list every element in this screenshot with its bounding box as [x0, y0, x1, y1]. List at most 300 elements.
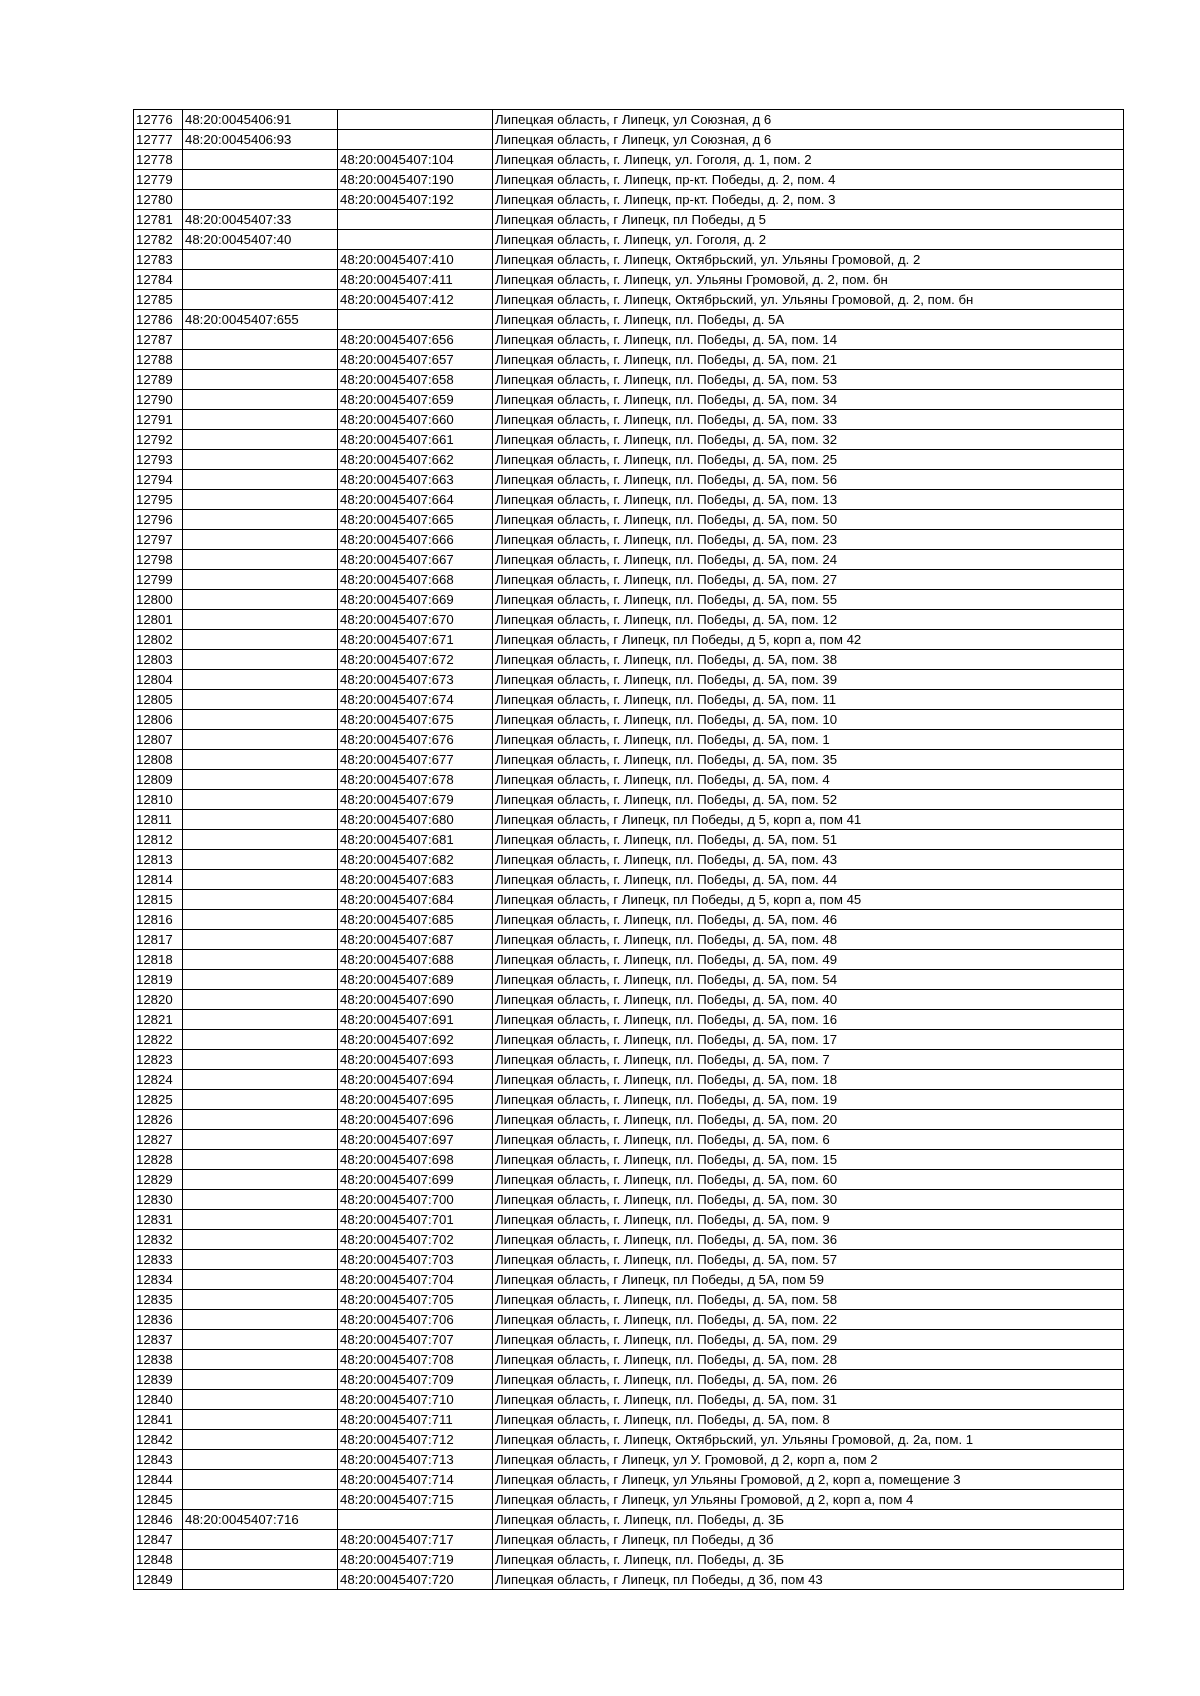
premise-cadastral-cell: 48:20:0045407:690 [338, 990, 493, 1010]
address-cell: Липецкая область, г. Липецк, пл. Победы, д. 5А, пом. 30 [493, 1190, 1124, 1210]
premise-cadastral-cell: 48:20:0045407:662 [338, 450, 493, 470]
premise-cadastral-cell: 48:20:0045407:660 [338, 410, 493, 430]
address-cell: Липецкая область, г. Липецк, пл. Победы, д. 5А, пом. 52 [493, 790, 1124, 810]
table-row [134, 550, 1124, 570]
table-row [134, 270, 1124, 290]
row-number-cell: 12821 [134, 1010, 183, 1030]
parcel-cadastral-cell [183, 730, 338, 750]
address-cell: Липецкая область, г. Липецк, пл. Победы, д. 5А, пом. 29 [493, 1330, 1124, 1350]
parcel-cadastral-cell [183, 850, 338, 870]
row-number-cell: 12843 [134, 1450, 183, 1470]
table-row [134, 470, 1124, 490]
table-row [134, 410, 1124, 430]
parcel-cadastral-cell [183, 590, 338, 610]
premise-cadastral-cell: 48:20:0045407:681 [338, 830, 493, 850]
table-row [134, 710, 1124, 730]
table-row [134, 630, 1124, 650]
address-cell: Липецкая область, г. Липецк, пл. Победы, д. 5А, пом. 54 [493, 970, 1124, 990]
address-cell: Липецкая область, г. Липецк, пл. Победы, д. 5А, пом. 35 [493, 750, 1124, 770]
premise-cadastral-cell: 48:20:0045407:673 [338, 670, 493, 690]
premise-cadastral-cell: 48:20:0045407:684 [338, 890, 493, 910]
parcel-cadastral-cell [183, 1210, 338, 1230]
row-number-cell: 12840 [134, 1390, 183, 1410]
table-row [134, 450, 1124, 470]
table-row [134, 1130, 1124, 1150]
table-row [134, 1510, 1124, 1530]
premise-cadastral-cell: 48:20:0045407:692 [338, 1030, 493, 1050]
address-cell: Липецкая область, г Липецк, пл Победы, д 3б, пом 43 [493, 1570, 1124, 1590]
address-cell: Липецкая область, г. Липецк, пл. Победы, д. 5А, пом. 33 [493, 410, 1124, 430]
premise-cadastral-cell: 48:20:0045407:659 [338, 390, 493, 410]
premise-cadastral-cell: 48:20:0045407:720 [338, 1570, 493, 1590]
table-row [134, 310, 1124, 330]
address-cell: Липецкая область, г. Липецк, пл. Победы, д. 5А, пом. 28 [493, 1350, 1124, 1370]
address-cell: Липецкая область, г. Липецк, пл. Победы, д. 5А, пом. 49 [493, 950, 1124, 970]
row-number-cell: 12799 [134, 570, 183, 590]
row-number-cell: 12782 [134, 230, 183, 250]
table-row [134, 670, 1124, 690]
row-number-cell: 12808 [134, 750, 183, 770]
premise-cadastral-cell: 48:20:0045407:677 [338, 750, 493, 770]
table-row [134, 1030, 1124, 1050]
table-body [134, 110, 1124, 1590]
address-cell: Липецкая область, г. Липецк, Октябрьский, ул. Ульяны Громовой, д. 2, пом. бн [493, 290, 1124, 310]
parcel-cadastral-cell [183, 630, 338, 650]
address-cell: Липецкая область, г. Липецк, пл. Победы, д. 5А, пом. 32 [493, 430, 1124, 450]
parcel-cadastral-cell [183, 170, 338, 190]
table-row [134, 330, 1124, 350]
premise-cadastral-cell [338, 130, 493, 150]
parcel-cadastral-cell [183, 710, 338, 730]
table-row [134, 390, 1124, 410]
address-cell: Липецкая область, г. Липецк, пл. Победы, д. 3Б [493, 1550, 1124, 1570]
parcel-cadastral-cell [183, 370, 338, 390]
parcel-cadastral-cell [183, 790, 338, 810]
parcel-cadastral-cell [183, 1470, 338, 1490]
parcel-cadastral-cell [183, 890, 338, 910]
premise-cadastral-cell: 48:20:0045407:670 [338, 610, 493, 630]
row-number-cell: 12787 [134, 330, 183, 350]
premise-cadastral-cell: 48:20:0045407:682 [338, 850, 493, 870]
table-row [134, 490, 1124, 510]
address-cell: Липецкая область, г. Липецк, пл. Победы, д. 5А, пом. 58 [493, 1290, 1124, 1310]
row-number-cell: 12831 [134, 1210, 183, 1230]
premise-cadastral-cell: 48:20:0045407:706 [338, 1310, 493, 1330]
premise-cadastral-cell: 48:20:0045407:714 [338, 1470, 493, 1490]
table-row [134, 1270, 1124, 1290]
address-cell: Липецкая область, г. Липецк, пл. Победы, д. 5А, пом. 40 [493, 990, 1124, 1010]
parcel-cadastral-cell [183, 1090, 338, 1110]
row-number-cell: 12813 [134, 850, 183, 870]
address-cell: Липецкая область, г. Липецк, пл. Победы, д. 5А, пом. 12 [493, 610, 1124, 630]
table-row [134, 1570, 1124, 1590]
premise-cadastral-cell: 48:20:0045407:412 [338, 290, 493, 310]
table-row [134, 350, 1124, 370]
address-cell: Липецкая область, г. Липецк, пл. Победы, д. 5А, пом. 25 [493, 450, 1124, 470]
premise-cadastral-cell: 48:20:0045407:678 [338, 770, 493, 790]
address-cell: Липецкая область, г Липецк, пл Победы, д 5 [493, 210, 1124, 230]
table-row [134, 1290, 1124, 1310]
address-cell: Липецкая область, г. Липецк, пл. Победы, д. 5А, пом. 20 [493, 1110, 1124, 1130]
row-number-cell: 12786 [134, 310, 183, 330]
premise-cadastral-cell: 48:20:0045407:717 [338, 1530, 493, 1550]
address-cell: Липецкая область, г. Липецк, пл. Победы, д. 5А, пом. 55 [493, 590, 1124, 610]
premise-cadastral-cell [338, 1510, 493, 1530]
address-cell: Липецкая область, г. Липецк, пл. Победы, д. 5А, пом. 53 [493, 370, 1124, 390]
table-row [134, 170, 1124, 190]
parcel-cadastral-cell [183, 1130, 338, 1150]
row-number-cell: 12822 [134, 1030, 183, 1050]
address-cell: Липецкая область, г. Липецк, пл. Победы, д. 5А, пом. 1 [493, 730, 1124, 750]
row-number-cell: 12844 [134, 1470, 183, 1490]
table-row [134, 870, 1124, 890]
address-cell: Липецкая область, г. Липецк, пл. Победы, д. 5А, пом. 7 [493, 1050, 1124, 1070]
premise-cadastral-cell: 48:20:0045407:687 [338, 930, 493, 950]
premise-cadastral-cell: 48:20:0045407:192 [338, 190, 493, 210]
parcel-cadastral-cell [183, 410, 338, 430]
table-row [134, 1410, 1124, 1430]
address-cell: Липецкая область, г. Липецк, пл. Победы, д. 5А, пом. 8 [493, 1410, 1124, 1430]
premise-cadastral-cell: 48:20:0045407:697 [338, 1130, 493, 1150]
row-number-cell: 12826 [134, 1110, 183, 1130]
parcel-cadastral-cell [183, 1310, 338, 1330]
table-row [134, 1330, 1124, 1350]
row-number-cell: 12818 [134, 950, 183, 970]
parcel-cadastral-cell [183, 490, 338, 510]
parcel-cadastral-cell: 48:20:0045407:655 [183, 310, 338, 330]
premise-cadastral-cell: 48:20:0045407:656 [338, 330, 493, 350]
address-cell: Липецкая область, г Липецк, ул У. Громовой, д 2, корп а, пом 2 [493, 1450, 1124, 1470]
premise-cadastral-cell: 48:20:0045407:104 [338, 150, 493, 170]
premise-cadastral-cell: 48:20:0045407:679 [338, 790, 493, 810]
parcel-cadastral-cell [183, 530, 338, 550]
row-number-cell: 12838 [134, 1350, 183, 1370]
parcel-cadastral-cell [183, 1570, 338, 1590]
premise-cadastral-cell: 48:20:0045407:708 [338, 1350, 493, 1370]
row-number-cell: 12827 [134, 1130, 183, 1150]
premise-cadastral-cell: 48:20:0045407:713 [338, 1450, 493, 1470]
row-number-cell: 12842 [134, 1430, 183, 1450]
table-row [134, 1390, 1124, 1410]
address-cell: Липецкая область, г. Липецк, пл. Победы, д. 5А, пом. 18 [493, 1070, 1124, 1090]
premise-cadastral-cell: 48:20:0045407:699 [338, 1170, 493, 1190]
address-cell: Липецкая область, г. Липецк, ул. Ульяны Громовой, д. 2, пом. бн [493, 270, 1124, 290]
parcel-cadastral-cell [183, 250, 338, 270]
address-cell: Липецкая область, г. Липецк, пл. Победы, д. 5А, пом. 60 [493, 1170, 1124, 1190]
parcel-cadastral-cell [183, 510, 338, 530]
table-row [134, 1110, 1124, 1130]
premise-cadastral-cell: 48:20:0045407:688 [338, 950, 493, 970]
address-cell: Липецкая область, г. Липецк, пр-кт. Победы, д. 2, пом. 4 [493, 170, 1124, 190]
row-number-cell: 12845 [134, 1490, 183, 1510]
row-number-cell: 12788 [134, 350, 183, 370]
address-cell: Липецкая область, г. Липецк, ул. Гоголя, д. 2 [493, 230, 1124, 250]
parcel-cadastral-cell [183, 1250, 338, 1270]
parcel-cadastral-cell [183, 1150, 338, 1170]
row-number-cell: 12809 [134, 770, 183, 790]
table-row [134, 1470, 1124, 1490]
address-cell: Липецкая область, г. Липецк, пл. Победы, д. 5А, пом. 46 [493, 910, 1124, 930]
premise-cadastral-cell: 48:20:0045407:675 [338, 710, 493, 730]
table-row [134, 770, 1124, 790]
parcel-cadastral-cell [183, 770, 338, 790]
address-cell: Липецкая область, г. Липецк, пл. Победы, д. 5А, пом. 22 [493, 1310, 1124, 1330]
parcel-cadastral-cell [183, 1430, 338, 1450]
row-number-cell: 12812 [134, 830, 183, 850]
row-number-cell: 12836 [134, 1310, 183, 1330]
address-cell: Липецкая область, г. Липецк, пл. Победы, д. 5А, пом. 44 [493, 870, 1124, 890]
address-cell: Липецкая область, г. Липецк, пл. Победы, д. 5А, пом. 21 [493, 350, 1124, 370]
table-row [134, 650, 1124, 670]
table-row [134, 990, 1124, 1010]
table-row [134, 250, 1124, 270]
row-number-cell: 12810 [134, 790, 183, 810]
parcel-cadastral-cell [183, 750, 338, 770]
premise-cadastral-cell: 48:20:0045407:657 [338, 350, 493, 370]
premise-cadastral-cell: 48:20:0045407:664 [338, 490, 493, 510]
row-number-cell: 12798 [134, 550, 183, 570]
row-number-cell: 12833 [134, 1250, 183, 1270]
table-row [134, 810, 1124, 830]
address-cell: Липецкая область, г Липецк, ул Ульяны Громовой, д 2, корп а, пом 4 [493, 1490, 1124, 1510]
parcel-cadastral-cell: 48:20:0045407:33 [183, 210, 338, 230]
parcel-cadastral-cell [183, 1450, 338, 1470]
premise-cadastral-cell: 48:20:0045407:669 [338, 590, 493, 610]
table-row [134, 1050, 1124, 1070]
parcel-cadastral-cell [183, 690, 338, 710]
premise-cadastral-cell: 48:20:0045407:667 [338, 550, 493, 570]
premise-cadastral-cell: 48:20:0045407:668 [338, 570, 493, 590]
address-cell: Липецкая область, г. Липецк, пл. Победы, д. 5А, пом. 48 [493, 930, 1124, 950]
parcel-cadastral-cell [183, 930, 338, 950]
parcel-cadastral-cell: 48:20:0045406:91 [183, 110, 338, 130]
premise-cadastral-cell: 48:20:0045407:704 [338, 1270, 493, 1290]
row-number-cell: 12803 [134, 650, 183, 670]
table-row [134, 1090, 1124, 1110]
address-cell: Липецкая область, г. Липецк, пл. Победы, д. 5А, пом. 38 [493, 650, 1124, 670]
premise-cadastral-cell: 48:20:0045407:689 [338, 970, 493, 990]
parcel-cadastral-cell [183, 390, 338, 410]
premise-cadastral-cell: 48:20:0045407:715 [338, 1490, 493, 1510]
table-row [134, 950, 1124, 970]
table-row [134, 210, 1124, 230]
table-row [134, 1310, 1124, 1330]
row-number-cell: 12815 [134, 890, 183, 910]
table-row [134, 1490, 1124, 1510]
row-number-cell: 12816 [134, 910, 183, 930]
table-row [134, 230, 1124, 250]
parcel-cadastral-cell [183, 1030, 338, 1050]
row-number-cell: 12807 [134, 730, 183, 750]
parcel-cadastral-cell [183, 1490, 338, 1510]
address-cell: Липецкая область, г. Липецк, пл. Победы, д. 5А, пом. 56 [493, 470, 1124, 490]
address-cell: Липецкая область, г Липецк, ул Союзная, д 6 [493, 110, 1124, 130]
premise-cadastral-cell: 48:20:0045407:696 [338, 1110, 493, 1130]
table-row [134, 110, 1124, 130]
table-row [134, 1170, 1124, 1190]
row-number-cell: 12846 [134, 1510, 183, 1530]
row-number-cell: 12819 [134, 970, 183, 990]
address-cell: Липецкая область, г. Липецк, пл. Победы, д. 5А, пом. 17 [493, 1030, 1124, 1050]
row-number-cell: 12779 [134, 170, 183, 190]
address-cell: Липецкая область, г Липецк, пл Победы, д 3б [493, 1530, 1124, 1550]
address-cell: Липецкая область, г. Липецк, пл. Победы, д. 5А, пом. 57 [493, 1250, 1124, 1270]
table-row [134, 1530, 1124, 1550]
row-number-cell: 12785 [134, 290, 183, 310]
address-cell: Липецкая область, г. Липецк, пл. Победы, д. 5А, пом. 26 [493, 1370, 1124, 1390]
table-row [134, 370, 1124, 390]
premise-cadastral-cell: 48:20:0045407:700 [338, 1190, 493, 1210]
table-row [134, 970, 1124, 990]
premise-cadastral-cell: 48:20:0045407:190 [338, 170, 493, 190]
parcel-cadastral-cell [183, 650, 338, 670]
table-row [134, 750, 1124, 770]
table-row [134, 190, 1124, 210]
table-row [134, 1370, 1124, 1390]
table-row [134, 430, 1124, 450]
premise-cadastral-cell: 48:20:0045407:671 [338, 630, 493, 650]
premise-cadastral-cell: 48:20:0045407:707 [338, 1330, 493, 1350]
row-number-cell: 12778 [134, 150, 183, 170]
parcel-cadastral-cell [183, 470, 338, 490]
row-number-cell: 12794 [134, 470, 183, 490]
table-row [134, 690, 1124, 710]
premise-cadastral-cell: 48:20:0045407:694 [338, 1070, 493, 1090]
address-cell: Липецкая область, г. Липецк, пл. Победы, д. 5А, пом. 36 [493, 1230, 1124, 1250]
address-cell: Липецкая область, г Липецк, ул Союзная, д 6 [493, 130, 1124, 150]
parcel-cadastral-cell [183, 450, 338, 470]
address-cell: Липецкая область, г. Липецк, пл. Победы, д. 5А, пом. 39 [493, 670, 1124, 690]
premise-cadastral-cell [338, 310, 493, 330]
row-number-cell: 12817 [134, 930, 183, 950]
parcel-cadastral-cell [183, 1070, 338, 1090]
row-number-cell: 12820 [134, 990, 183, 1010]
row-number-cell: 12834 [134, 1270, 183, 1290]
parcel-cadastral-cell [183, 1270, 338, 1290]
premise-cadastral-cell [338, 110, 493, 130]
row-number-cell: 12791 [134, 410, 183, 430]
premise-cadastral-cell: 48:20:0045407:719 [338, 1550, 493, 1570]
row-number-cell: 12792 [134, 430, 183, 450]
row-number-cell: 12796 [134, 510, 183, 530]
address-cell: Липецкая область, г Липецк, пл Победы, д 5, корп а, пом 42 [493, 630, 1124, 650]
parcel-cadastral-cell [183, 550, 338, 570]
table-row [134, 1350, 1124, 1370]
parcel-cadastral-cell: 48:20:0045406:93 [183, 130, 338, 150]
table-row [134, 130, 1124, 150]
table-row [134, 1450, 1124, 1470]
premise-cadastral-cell: 48:20:0045407:698 [338, 1150, 493, 1170]
premise-cadastral-cell: 48:20:0045407:676 [338, 730, 493, 750]
table-row [134, 1210, 1124, 1230]
table-row [134, 730, 1124, 750]
row-number-cell: 12848 [134, 1550, 183, 1570]
parcel-cadastral-cell [183, 1010, 338, 1030]
premise-cadastral-cell: 48:20:0045407:691 [338, 1010, 493, 1030]
premise-cadastral-cell [338, 210, 493, 230]
parcel-cadastral-cell [183, 1370, 338, 1390]
registry-table [133, 109, 1124, 1590]
address-cell: Липецкая область, г. Липецк, ул. Гоголя, д. 1, пом. 2 [493, 150, 1124, 170]
parcel-cadastral-cell [183, 1530, 338, 1550]
row-number-cell: 12849 [134, 1570, 183, 1590]
parcel-cadastral-cell [183, 150, 338, 170]
row-number-cell: 12839 [134, 1370, 183, 1390]
premise-cadastral-cell: 48:20:0045407:663 [338, 470, 493, 490]
parcel-cadastral-cell [183, 430, 338, 450]
table-row [134, 1250, 1124, 1270]
parcel-cadastral-cell: 48:20:0045407:716 [183, 1510, 338, 1530]
premise-cadastral-cell: 48:20:0045407:685 [338, 910, 493, 930]
premise-cadastral-cell: 48:20:0045407:701 [338, 1210, 493, 1230]
row-number-cell: 12790 [134, 390, 183, 410]
parcel-cadastral-cell [183, 1230, 338, 1250]
row-number-cell: 12814 [134, 870, 183, 890]
address-cell: Липецкая область, г. Липецк, пл. Победы, д. 5А, пом. 23 [493, 530, 1124, 550]
address-cell: Липецкая область, г Липецк, пл Победы, д 5, корп а, пом 41 [493, 810, 1124, 830]
row-number-cell: 12828 [134, 1150, 183, 1170]
parcel-cadastral-cell [183, 1550, 338, 1570]
premise-cadastral-cell: 48:20:0045407:695 [338, 1090, 493, 1110]
row-number-cell: 12777 [134, 130, 183, 150]
address-cell: Липецкая область, г. Липецк, Октябрьский, ул. Ульяны Громовой, д. 2а, пом. 1 [493, 1430, 1124, 1450]
premise-cadastral-cell: 48:20:0045407:709 [338, 1370, 493, 1390]
parcel-cadastral-cell [183, 1330, 338, 1350]
address-cell: Липецкая область, г. Липецк, пл. Победы, д. 5А, пом. 34 [493, 390, 1124, 410]
address-cell: Липецкая область, г. Липецк, пл. Победы, д. 5А, пом. 9 [493, 1210, 1124, 1230]
premise-cadastral-cell: 48:20:0045407:661 [338, 430, 493, 450]
parcel-cadastral-cell [183, 950, 338, 970]
row-number-cell: 12801 [134, 610, 183, 630]
address-cell: Липецкая область, г. Липецк, пл. Победы, д. 5А, пом. 50 [493, 510, 1124, 530]
premise-cadastral-cell: 48:20:0045407:680 [338, 810, 493, 830]
address-cell: Липецкая область, г. Липецк, пл. Победы, д. 5А, пом. 31 [493, 1390, 1124, 1410]
premise-cadastral-cell: 48:20:0045407:703 [338, 1250, 493, 1270]
address-cell: Липецкая область, г. Липецк, пл. Победы, д. 5А, пом. 4 [493, 770, 1124, 790]
row-number-cell: 12805 [134, 690, 183, 710]
row-number-cell: 12800 [134, 590, 183, 610]
premise-cadastral-cell [338, 230, 493, 250]
premise-cadastral-cell: 48:20:0045407:711 [338, 1410, 493, 1430]
table-row [134, 1010, 1124, 1030]
address-cell: Липецкая область, г Липецк, пл Победы, д 5А, пом 59 [493, 1270, 1124, 1290]
row-number-cell: 12781 [134, 210, 183, 230]
parcel-cadastral-cell [183, 570, 338, 590]
premise-cadastral-cell: 48:20:0045407:674 [338, 690, 493, 710]
address-cell: Липецкая область, г. Липецк, пл. Победы, д. 5А, пом. 14 [493, 330, 1124, 350]
parcel-cadastral-cell: 48:20:0045407:40 [183, 230, 338, 250]
parcel-cadastral-cell [183, 1410, 338, 1430]
parcel-cadastral-cell [183, 1390, 338, 1410]
row-number-cell: 12825 [134, 1090, 183, 1110]
parcel-cadastral-cell [183, 190, 338, 210]
table-row [134, 150, 1124, 170]
premise-cadastral-cell: 48:20:0045407:411 [338, 270, 493, 290]
premise-cadastral-cell: 48:20:0045407:666 [338, 530, 493, 550]
address-cell: Липецкая область, г Липецк, ул Ульяны Громовой, д 2, корп а, помещение 3 [493, 1470, 1124, 1490]
row-number-cell: 12824 [134, 1070, 183, 1090]
table-row [134, 610, 1124, 630]
premise-cadastral-cell: 48:20:0045407:683 [338, 870, 493, 890]
parcel-cadastral-cell [183, 910, 338, 930]
address-cell: Липецкая область, г. Липецк, пл. Победы, д. 5А, пом. 10 [493, 710, 1124, 730]
premise-cadastral-cell: 48:20:0045407:672 [338, 650, 493, 670]
address-cell: Липецкая область, г. Липецк, пл. Победы, д. 5А, пом. 15 [493, 1150, 1124, 1170]
row-number-cell: 12804 [134, 670, 183, 690]
parcel-cadastral-cell [183, 870, 338, 890]
table-row [134, 1430, 1124, 1450]
address-cell: Липецкая область, г. Липецк, пл. Победы, д. 5А, пом. 27 [493, 570, 1124, 590]
